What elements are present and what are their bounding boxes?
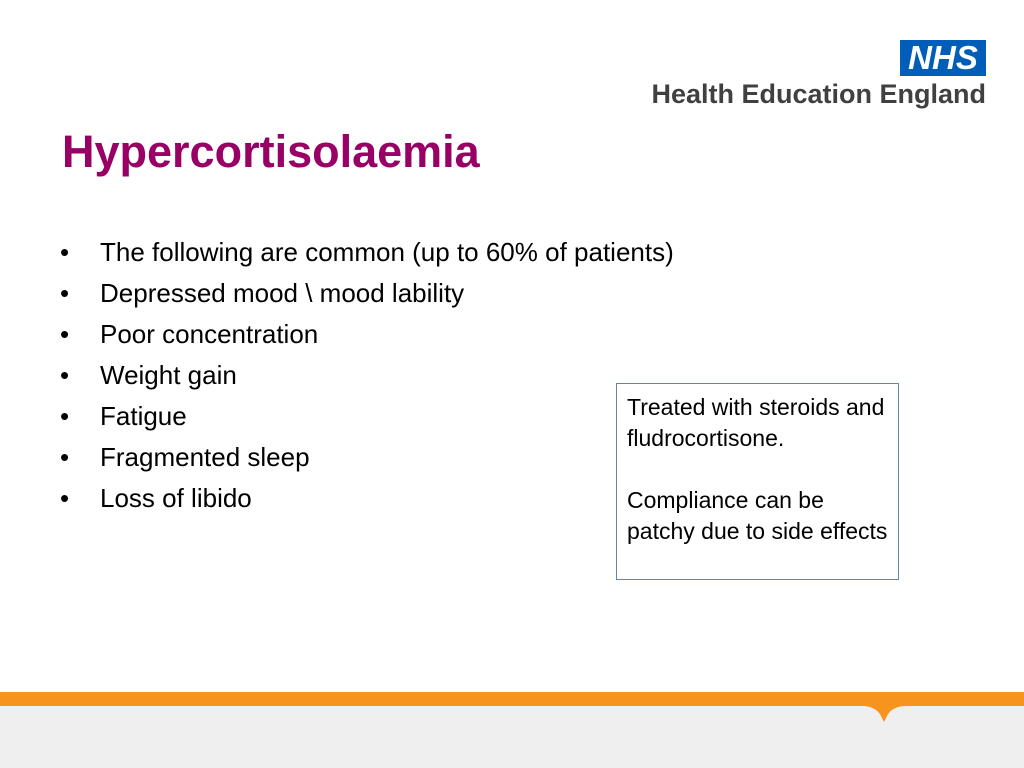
treatment-note-box	[616, 383, 899, 580]
list-item-text: The following are common (up to 60% of patients)	[100, 237, 674, 267]
footer-band-graphic	[0, 692, 1024, 768]
list-item-text: Fatigue	[100, 401, 187, 431]
bullet-icon: •	[60, 278, 70, 308]
list-item	[60, 437, 674, 478]
list-item-text: Loss of libido	[100, 483, 252, 513]
bullet-icon: •	[60, 442, 70, 472]
bullet-list	[60, 232, 674, 519]
footer-decoration	[0, 692, 1024, 768]
list-item	[60, 314, 674, 355]
hee-logo	[626, 40, 986, 112]
org-name: Health Education England	[651, 79, 986, 109]
list-item	[60, 478, 674, 519]
list-item-text: Depressed mood \ mood lability	[100, 278, 465, 308]
list-item-text: Weight gain	[100, 360, 237, 390]
slide-title: Hypercortisolaemia	[62, 126, 480, 177]
list-item-text: Poor concentration	[100, 319, 319, 349]
list-item-text: Fragmented sleep	[100, 442, 310, 472]
bullet-icon: •	[60, 483, 70, 513]
list-item	[60, 273, 674, 314]
note-paragraph-compliance: Compliance can be patchy due to side effects	[627, 487, 888, 544]
list-item	[60, 355, 674, 396]
bullet-icon: •	[60, 401, 70, 431]
bullet-icon: •	[60, 237, 70, 267]
bullet-icon: •	[60, 319, 70, 349]
list-item	[60, 232, 674, 273]
note-paragraph-treatment: Treated with steroids and fludrocortisone.	[627, 394, 885, 451]
nhs-badge: NHS	[900, 40, 986, 76]
list-item	[60, 396, 674, 437]
footer-orange-stripe	[0, 692, 1024, 706]
bullet-icon: •	[60, 360, 70, 390]
